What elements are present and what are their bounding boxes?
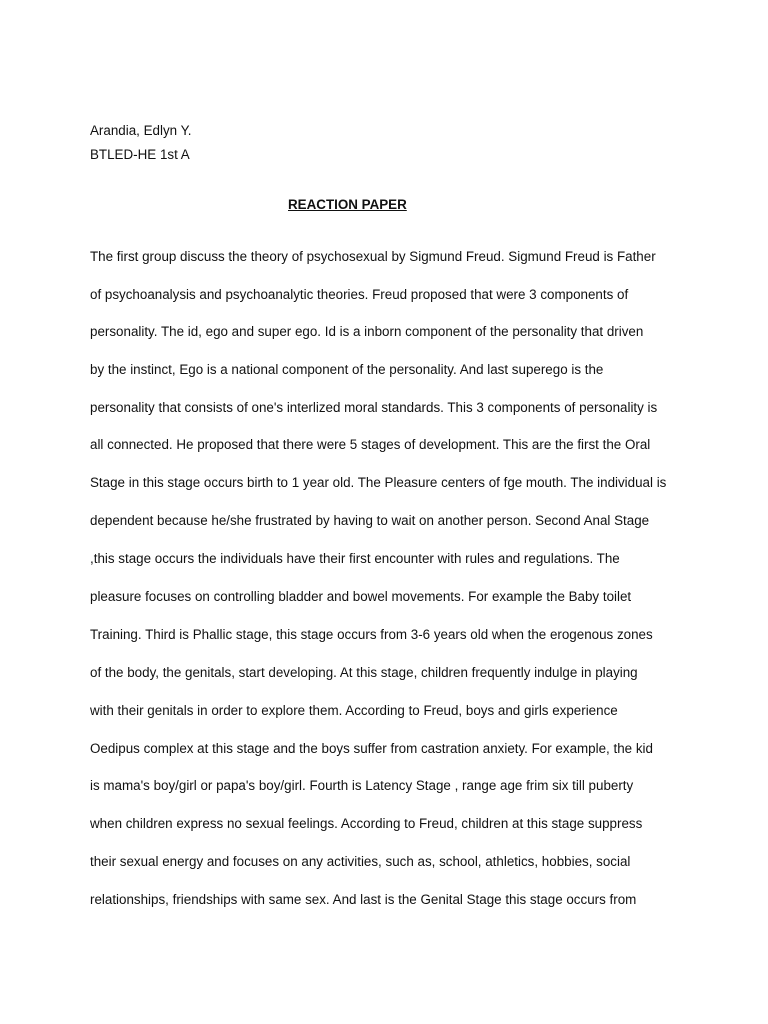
paragraph-line: when children express no sexual feelings. According to Freud, children at this stage suppress [90, 816, 643, 831]
paragraph-line: personality that consists of one's interlized moral standards. This 3 components of personality is [90, 400, 658, 415]
paragraph-line: Oedipus complex at this stage and the boys suffer from castration anxiety. For example, the kid [90, 741, 653, 756]
paragraph-line: is mama's boy/girl or papa's boy/girl. Fourth is Latency Stage , range age frim six till puberty [90, 778, 634, 793]
paragraph-line: by the instinct, Ego is a national component of the personality. And last superego is the [90, 362, 604, 377]
paragraph-line: ,this stage occurs the individuals have their first encounter with rules and regulations. The [90, 551, 620, 566]
paragraph-line: of psychoanalysis and psychoanalytic theories. Freud proposed that were 3 components of [90, 287, 629, 302]
author-name: Arandia, Edlyn Y. [90, 123, 192, 138]
document-title: REACTION PAPER [288, 197, 407, 212]
paragraph-line: Stage in this stage occurs birth to 1 year old. The Pleasure centers of fge mouth. The individual is [90, 475, 667, 490]
course-section: BTLED-HE 1st A [90, 147, 190, 162]
paragraph-line: all connected. He proposed that there were 5 stages of development. This are the first the Oral [90, 437, 651, 452]
paragraph-line: dependent because he/she frustrated by having to wait on another person. Second Anal Stage [90, 513, 650, 528]
paragraph-line: with their genitals in order to explore them. According to Freud, boys and girls experience [90, 703, 618, 718]
paragraph-line: pleasure focuses on controlling bladder and bowel movements. For example the Baby toilet [90, 589, 632, 604]
paragraph-line: relationships, friendships with same sex. And last is the Genital Stage this stage occurs from [90, 892, 637, 907]
paragraph-line: personality. The id, ego and super ego. Id is a inborn component of the personality that driven [90, 324, 644, 339]
paragraph-line: their sexual energy and focuses on any activities, such as, school, athletics, hobbies, social [90, 854, 631, 869]
paragraph-line: The first group discuss the theory of psychosexual by Sigmund Freud. Sigmund Freud is Father [90, 249, 656, 264]
paragraph-line: Training. Third is Phallic stage, this stage occurs from 3-6 years old when the erogenous zones [90, 627, 653, 642]
paragraph-line: of the body, the genitals, start developing. At this stage, children frequently indulge in playing [90, 665, 638, 680]
